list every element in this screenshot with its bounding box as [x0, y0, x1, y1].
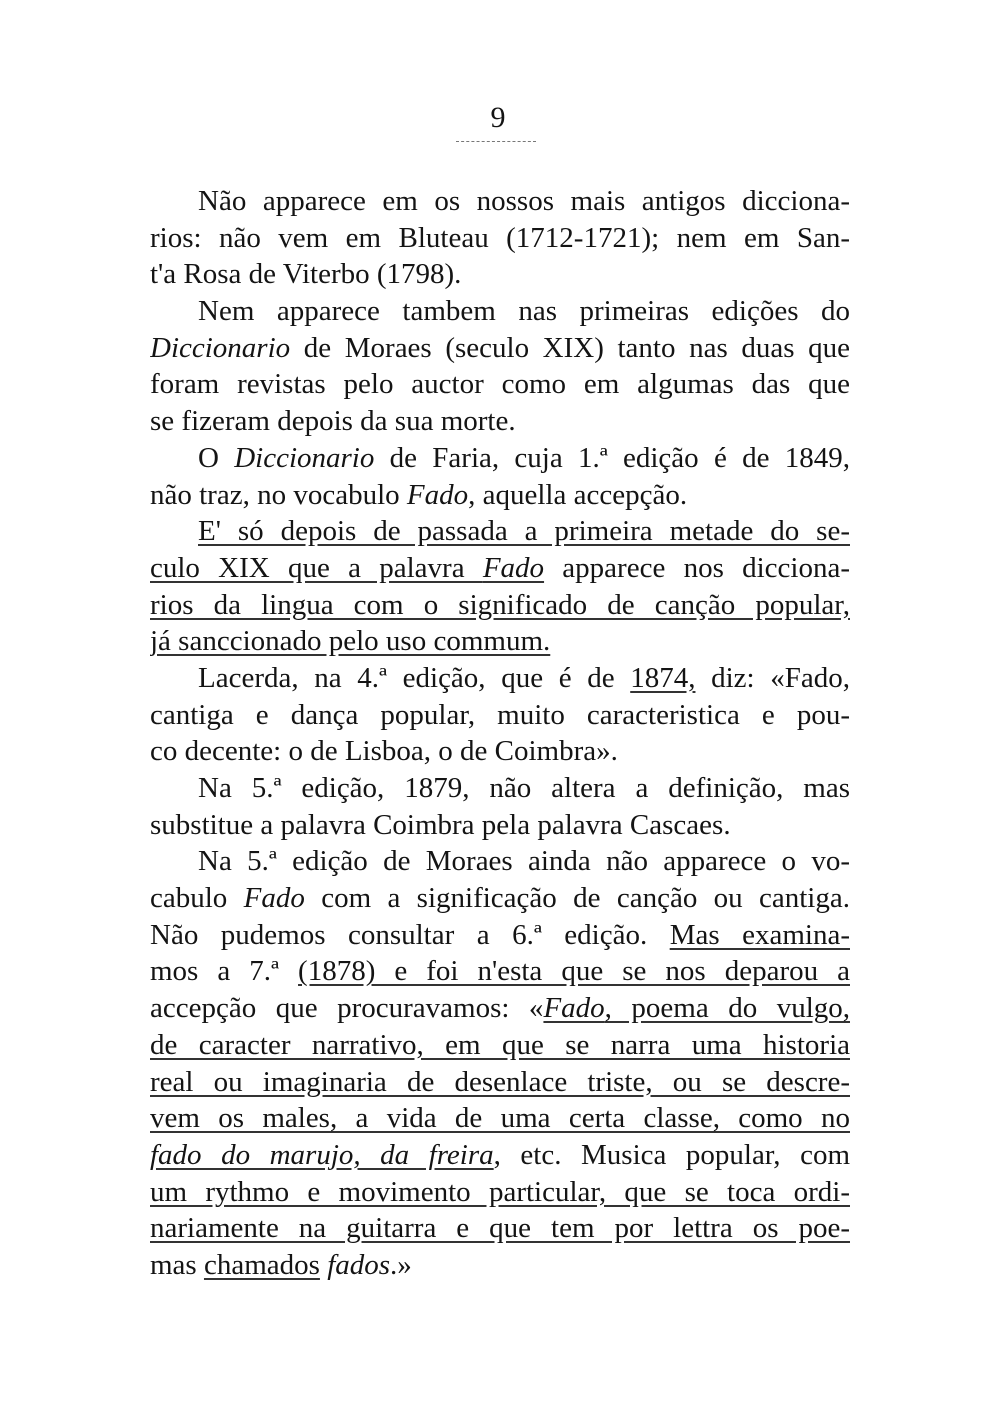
text-line [150, 880, 850, 917]
text-segment: de caracter narrativo, em que se narra uma historia [150, 1028, 850, 1061]
text-line [150, 733, 850, 770]
text-segment: já sanccionado pelo uso commum. [150, 625, 551, 658]
text-line [150, 623, 850, 660]
text-segment: fados [327, 1248, 391, 1281]
text-segment: Diccionario [234, 441, 375, 474]
text-segment: rios: não vem em Bluteau (1712-1721); nem em San- [150, 221, 850, 254]
text-line [150, 256, 850, 293]
text-segment: Fado [543, 992, 605, 1025]
text-line [150, 1064, 850, 1101]
text-segment: de Moraes (seculo XIX) tanto nas duas que [290, 331, 850, 364]
text-line [150, 953, 850, 990]
text-segment: Nem apparece tambem nas primeiras edições do [198, 295, 850, 328]
paragraph [150, 183, 850, 293]
text-line [150, 330, 850, 367]
text-segment: foram revistas pelo auctor como em algumas das que [150, 368, 850, 401]
text-segment: Não apparece em os nossos mais antigos dicciona- [198, 185, 850, 217]
body-text [150, 183, 850, 1284]
text-segment: de Faria, cuja 1.ª edição é de 1849, [374, 441, 850, 474]
paragraph [150, 293, 850, 440]
text-segment: Fado [482, 551, 545, 584]
text-line [150, 440, 850, 477]
text-line [150, 366, 850, 403]
text-segment: O [198, 441, 235, 474]
text-segment: Lacerda, na 4.ª edição, que é de [198, 661, 631, 694]
text-segment: .» [390, 1248, 412, 1281]
text-line [150, 1137, 850, 1174]
text-segment: chamados [203, 1248, 320, 1281]
text-segment: E' só depois de passada a primeira metade do se- [198, 515, 850, 548]
text-segment: Na 5.ª edição, 1879, não altera a definição, mas [198, 772, 850, 804]
text-line [150, 1100, 850, 1137]
text-segment: Fado [243, 882, 305, 915]
text-segment: vem os males, a vida de uma certa classe, como no [150, 1102, 850, 1135]
text-line [150, 1174, 850, 1211]
text-line [150, 183, 850, 220]
text-segment: real ou imaginaria de desenlace triste, ou se descre- [150, 1065, 850, 1098]
text-segment: fado do marujo, da freira [150, 1138, 494, 1171]
page-number-rule [456, 141, 536, 142]
page-number: 9 [490, 101, 506, 134]
text-segment: culo XIX que a palavra [150, 551, 483, 584]
text-line [150, 807, 850, 844]
paragraph [150, 440, 850, 513]
text-line [150, 293, 850, 330]
text-segment: Diccionario [150, 331, 291, 364]
text-segment: Não pudemos consultar a 6.ª edição. [150, 918, 670, 951]
text-line [150, 550, 850, 587]
text-segment: nariamente na guitarra e que tem por lettra os poe- [150, 1212, 850, 1245]
text-line [150, 917, 850, 954]
text-segment: substitue a palavra Coimbra pela palavra Cascaes. [150, 808, 731, 841]
text-segment: accepção que procuravamos: « [150, 992, 544, 1025]
text-segment: se fizeram depois da sua morte. [150, 405, 516, 438]
text-line [150, 477, 850, 514]
text-segment: um rythmo e movimento particular, que se toca ordi- [150, 1175, 850, 1208]
text-line [150, 220, 850, 257]
text-line [150, 843, 850, 880]
paragraph [150, 513, 850, 660]
text-line [150, 697, 850, 734]
text-segment: cabulo [150, 882, 244, 915]
text-line [150, 403, 850, 440]
text-segment: , poema do vulgo, [604, 992, 850, 1025]
text-segment: t'a Rosa de Viterbo (1798). [150, 258, 462, 291]
text-segment: apparece nos dicciona- [544, 551, 850, 584]
text-segment: Na 5.ª edição de Moraes ainda não apparece o vo- [198, 845, 850, 878]
text-segment: co decente: o de Lisboa, o de Coimbra». [150, 735, 618, 768]
paragraph [150, 843, 850, 1283]
text-segment: com a significação de canção ou cantiga. [304, 882, 850, 915]
text-segment: mas [150, 1248, 204, 1281]
text-line [150, 587, 850, 624]
text-segment: mos a 7.ª [150, 955, 299, 988]
text-line [150, 513, 850, 550]
paragraph [150, 770, 850, 843]
paragraph [150, 660, 850, 770]
text-line [150, 1027, 850, 1064]
text-line [150, 1247, 850, 1284]
text-segment: (1878) e foi n'esta que se nos deparou a [298, 955, 850, 988]
text-line [150, 660, 850, 697]
text-segment: , aquella accepção. [468, 478, 688, 511]
text-segment: 1874, [630, 661, 696, 694]
text-segment: cantiga e dança popular, muito caracteristica e pou- [150, 698, 850, 731]
text-segment: diz: «Fado, [695, 661, 850, 694]
text-segment: Fado [406, 478, 469, 511]
text-line [150, 770, 850, 807]
text-line [150, 1210, 850, 1247]
text-segment: Mas examina- [669, 918, 850, 951]
text-line [150, 990, 850, 1027]
text-segment: não traz, no vocabulo [150, 478, 407, 511]
text-segment: , etc. Musica popular, com [493, 1138, 850, 1171]
text-segment: rios da lingua com o significado de canção popular, [150, 588, 850, 621]
